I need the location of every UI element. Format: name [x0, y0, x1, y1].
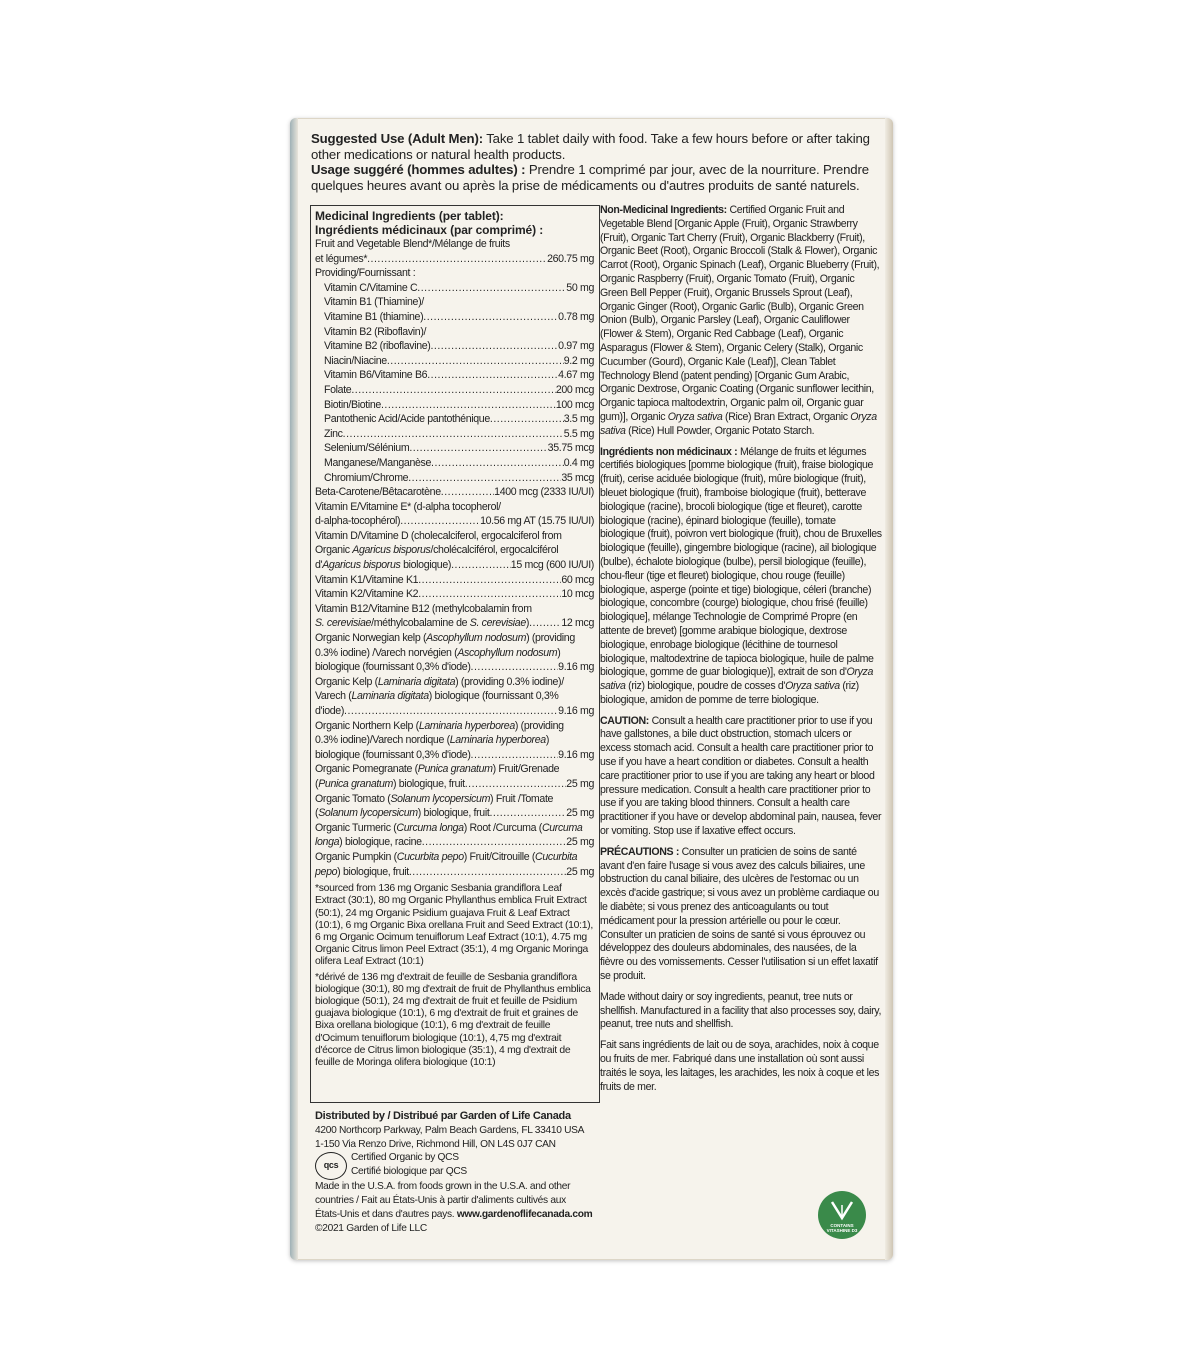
- ingredient-row: biologique (fournissant 0,3% d'iode) ..... 9.16 mg: [315, 660, 594, 675]
- blend-line: Fruit and Vegetable Blend*/Mélange de fruits: [315, 238, 510, 250]
- made-in-line: Made in the U.S.A. from foods grown in the U.S.A. and other: [315, 1181, 571, 1193]
- ingredient-row: Vitamin B6/Vitamine B6 ..... 4.67 mg: [324, 368, 594, 383]
- ingredient-row: d'iode) ..... 9.16 mg: [315, 704, 594, 719]
- ingredient-row: Folate ..... 200 mcg: [324, 383, 594, 398]
- ingredient-line: Vitamin E/Vitamine E* (d-alpha tocopherol/: [315, 500, 501, 513]
- badge-line2: VITASHINE D3: [826, 1228, 858, 1233]
- right-column: [600, 204, 882, 1101]
- qcs-en: Certified Organic by QCS: [351, 1152, 459, 1164]
- leaf-v-icon: [830, 1199, 854, 1221]
- ingredient-row: Vitamine B2 (riboflavine) ..... 0.97 mg: [324, 339, 594, 354]
- ingredient-line: Organic Agaricus bisporus/cholécalciférol, ergocalciférol: [315, 544, 559, 557]
- website-link[interactable]: www.gardenoflifecanada.com: [456, 1208, 593, 1220]
- ingredient-line: Organic Tomato (Solanum lycopersicum) Fruit /Tomate: [315, 792, 554, 805]
- allergen-en: Made without dairy or soy ingredients, peanut, tree nuts or shellfish. Manufactured in a facility that also processes soy, dairy, peanut, tree nuts and shellfish.: [600, 990, 882, 1031]
- non-medicinal-en: Non-Medicinal Ingredients: Certified Organic Fruit and Vegetable Blend [Organic Apple (Fruit), Organic Strawberry (Fruit), Organic Tart Cherry (Fruit), Organic Blackberry (Fruit), Organic Beet (Root), Organic Broccoli (Stalk & Flower), Organic Carrot (Root), Organic Spinach (Leaf), Organic Blueberry (Fruit), Organic Raspberry (Fruit), Organic Tomato (Fruit), Organic Green Bell Pepper (Fruit), Organic Brussels Sprout (Leaf), Organic Ginger (Root), Organic Garlic (Bulb), Organic Green Onion (Bulb), Organic Parsley (Leaf), Organic Cauliflower (Flower & Stem), Organic Red Cabbage (Leaf), Organic Asparagus (Flower & Stem), Organic Celery (Stalk), Organic Cucumber (Gourd), Organic Kale (Leaf)], Clean Tablet Technology Blend (patent pending) [Organic Gum Arabic, Organic Dextrose, Organic Coating (Organic sunflower lecithin, Organic tapioca maltodextrin, Organic palm oil, Organic guar gum)], Organic Oryza sativa (Rice) Bran Extract, Organic Oryza sativa (Rice) Hull Powder, Organic Potato Starch.: [600, 204, 880, 437]
- ingredient-row: longa) biologique, racine ..... 25 mg: [315, 835, 594, 850]
- copyright: ©2021 Garden of Life LLC: [315, 1222, 427, 1234]
- medicinal-heading-en: Medicinal Ingredients (per tablet):: [315, 209, 504, 223]
- ingredient-row: Vitamine B1 (thiamine) ..... 0.78 mg: [324, 310, 594, 325]
- ingredient-row: Niacin/Niacine ..... 9.2 mg: [324, 354, 594, 369]
- address-ca: 1-150 Via Renzo Drive, Richmond Hill, ON L4S 0J7 CAN: [315, 1138, 556, 1150]
- ingredient-row: Selenium/Sélénium ..... 35.75 mcg: [324, 441, 594, 456]
- non-medicinal-fr: Ingrédients non médicinaux : Mélange de fruits et légumes certifiés biologiques [pomme biologique (fruit), fraise biologique (fruit), cerise aciduée biologique (fruit), mûre biologique (fruit), bleuet biologique (fruit), framboise biologique (fruit), betterave biologique (racine), brocoli biologique (tige et fleuret), carotte biologique (racine), épinard biologique (feuille), tomate biologique (fruit), poivron vert biologique (fruit), chou de Bruxelles biologique (feuille), gingembre biologique (racine), ail biologique (bulbe), échalote biologique (bulbe), persil biologique (feuille), chou-fleur (tige et fleuret) biologique, chou rouge (feuille) biologique, asperge (pointe et tige) biologique, céleri (branche) biologique, concombre (courge) biologique, chou frisé (feuille) biologique], mélange Technologie de Comprimé Propre (en attente de brevet) [gomme arabique biologique, dextrose biologique, enrobage biologique (lécithine de tournesol biologique, maltodextrine de tapioca biologique, huile de palme biologique, gomme de guar biologique)], extrait de son d'Oryza sativa (riz) biologique, poudre de cosses d'Oryza sativa (riz) biologique, amidon de pomme de terre biologique.: [600, 445, 882, 706]
- ingredient-line: Organic Kelp (Laminaria digitata) (providing 0.3% iodine)/: [315, 675, 564, 688]
- source-note-en: *sourced from 136 mg Organic Sesbania grandiflora Leaf Extract (30:1), 80 mg Organic Phyllanthus emblica Fruit Extract (50:1), 24 mg Organic Psidium guajava Fruit & Leaf Extract (10:1), 6 mg Organic Bixa orellana Fruit and Seed Extract (10:1), 6 mg Organic Ocimum tenuiflorum Leaf Extract (10:1), 4.75 mg Organic Citrus limon Peel Extract (35:1), 4 mg Organic Moringa olifera Leaf Extract (10:1): [315, 883, 593, 968]
- allergen-fr: Fait sans ingrédients de lait ou de soya, arachides, noix à coque ou fruits de mer. Fabriqué dans une installation où sont aussi traités le soya, les laitages, les arachides, les noix à coque et les fruits de mer.: [600, 1039, 880, 1093]
- ingredient-row: S. cerevisiae/méthylcobalamine de S. cerevisiae) ..... 12 mcg: [315, 616, 594, 631]
- ingredient-row: Biotin/Biotine ..... 100 mcg: [324, 398, 594, 413]
- address-us: 4200 Northcorp Parkway, Palm Beach Gardens, FL 33410 USA: [315, 1124, 585, 1136]
- caution-en: CAUTION: Consult a health care practitioner prior to use if you have gallstones, a bile duct obstruction, stomach ulcers or excess stomach acid. Consult a health care practitioner prior to use if you have a heart condition or diabetes. Consult a health care practitioner prior to use if you are taking any heart or blood pressure medication. Consult a health care practitioner prior to use if you are taking blood thinners. Consult a health care practitioner if you have or develop abdominal pain, nausea, fever or vomiting. Stop use if laxative effect occurs.: [600, 714, 882, 838]
- suggested-use: [311, 131, 876, 193]
- qcs-fr: Certifié biologique par QCS: [351, 1166, 467, 1178]
- badge-line1: CONTAINS: [830, 1223, 854, 1228]
- ingredient-row: d'Agaricus bisporus biologique) ..... 15 mcg (600 IU/UI): [315, 558, 594, 573]
- ingredient-line: Organic Pumpkin (Cucurbita pepo) Fruit/Citrouille (Cucurbita: [315, 850, 578, 863]
- providing-label: Providing/Fournissant :: [315, 267, 416, 280]
- ingredient-row: biologique (fournissant 0,3% d'iode) ..... 9.16 mg: [315, 748, 594, 763]
- ingredient-row: Chromium/Chrome ..... 35 mcg: [324, 471, 594, 486]
- medicinal-ingredients-box: [310, 205, 600, 1103]
- ingredient-row: (Solanum lycopersicum) biologique, fruit ..... 25 mg: [315, 806, 594, 821]
- ingredient-line: Varech (Laminaria digitata) biologique (fournissant 0,3%: [315, 690, 559, 703]
- ingredient-row: Pantothenic Acid/Acide pantothénique ..... 3.5 mg: [324, 412, 594, 427]
- ingredient-row: Vitamin K1/Vitamine K1 ..... 60 mcg: [315, 573, 594, 588]
- made-in-line: countries / Fait au États-Unis à partir d'aliments cultivés aux: [315, 1195, 566, 1207]
- ingredient-row: (Punica granatum) biologique, fruit ..... 25 mg: [315, 777, 594, 792]
- ingredient-row: Vitamin C/Vitamine C ..... 50 mg: [324, 281, 594, 296]
- made-in-line: États-Unis et dans d'autres pays. www.gardenoflifecanada.com: [315, 1208, 593, 1220]
- ingredient-row: Manganese/Manganèse ..... 0.4 mg: [324, 456, 594, 471]
- distribution-info: [315, 1110, 605, 1236]
- ingredient-row: Vitamin K2/Vitamine K2 ..... 10 mcg: [315, 587, 594, 602]
- medicinal-heading-fr: Ingrédients médicinaux (par comprimé) :: [315, 223, 544, 237]
- ingredient-row: d-alpha-tocophérol) ..... 10.56 mg AT (15.75 IU/UI): [315, 514, 594, 529]
- ingredient-line: Vitamin B2 (Riboflavin)/: [324, 325, 427, 338]
- providing-list: [315, 281, 594, 485]
- ingredient-line: Organic Norwegian kelp (Ascophyllum nodosum) (providing: [315, 632, 575, 645]
- suggested-use-fr-text: Prendre 1 comprimé par jour, avec de la nourriture. Prendre quelques heures avant ou après la prise de médicaments ou d'autres produits de santé naturels.: [311, 162, 869, 193]
- ingredient-line: Organic Pomegranate (Punica granatum) Fruit/Grenade: [315, 763, 560, 776]
- distributor-heading: Distributed by / Distribué par Garden of Life Canada: [315, 1110, 571, 1122]
- qcs-logo-icon: qcs: [315, 1152, 347, 1180]
- ingredient-line: Organic Turmeric (Curcuma longa) Root /Curcuma (Curcuma: [315, 821, 583, 834]
- qcs-certification: [315, 1151, 605, 1180]
- ingredient-line: Vitamin B1 (Thiamine)/: [324, 296, 424, 309]
- suggested-use-en-label: Suggested Use (Adult Men):: [311, 131, 483, 146]
- ingredient-row: Beta-Carotene/Bêtacarotène ..... 1400 mcg (2333 IU/UI): [315, 485, 594, 500]
- suggested-use-en-text: Take 1 tablet daily with food. Take a few hours before or after taking other medications or natural health products.: [311, 131, 870, 162]
- ingredient-row: Zinc ..... 5.5 mg: [324, 427, 594, 442]
- label-panel: [290, 118, 893, 1260]
- ingredient-row: et légumes* ..... 260.75 mg: [315, 252, 594, 267]
- ingredient-line: Vitamin D/Vitamine D (cholecalciferol, ergocalciferol from: [315, 529, 562, 542]
- caution-fr: PRÉCAUTIONS : Consulter un praticien de soins de santé avant d'en faire l'usage si vous avez des calculs biliaires, une obstruction du canal biliaire, des ulcères de l'estomac ou un excès d'acide gastrique; si vous avez un problème cardiaque ou le diabète; si vous prenez des anticoagulants ou tout médicament pour la pression artérielle ou pour le cœur. Consulter un praticien de soins de santé si vous éprouvez ou développez des douleurs abdominales, des nausées, de la fièvre ou des vomissements. Cesser l'utilisation si un effet laxatif se produit.: [600, 845, 879, 983]
- ingredient-line: 0.3% iodine) /Varech norvégien (Ascophyllum nodosum): [315, 646, 561, 659]
- source-note-fr: *dérivé de 136 mg d'extrait de feuille de Sesbania grandiflora biologique (30:1), 80 mg d'extrait de fruit de Phyllanthus emblica biologique (50:1), 24 mg d'extrait de fruit et feuille de Psidium guajava biologique (10:1), 6 mg d'extrait de fruit et graines de Bixa orellana biologique (10:1), 6 mg d'extrait de feuille d'Ocimum tenuiflorum biologique (10:1), 4,75 mg d'extrait d'écorce de Citrus limon biologique (35:1), 4 mg d'extrait de feuille de Moringa olifera biologique (10:1): [315, 971, 591, 1068]
- ingredient-line: Organic Northern Kelp (Laminaria hyperborea) (providing: [315, 719, 564, 732]
- vitashine-badge: [818, 1191, 866, 1239]
- ingredient-row: pepo) biologique, fruit ..... 25 mg: [315, 865, 594, 880]
- ingredient-line: Vitamin B12/Vitamine B12 (methylcobalamin from: [315, 602, 532, 615]
- suggested-use-fr-label: Usage suggéré (hommes adultes) :: [311, 162, 526, 178]
- ingredient-line: 0.3% iodine)/Varech nordique (Laminaria hyperborea): [315, 734, 550, 747]
